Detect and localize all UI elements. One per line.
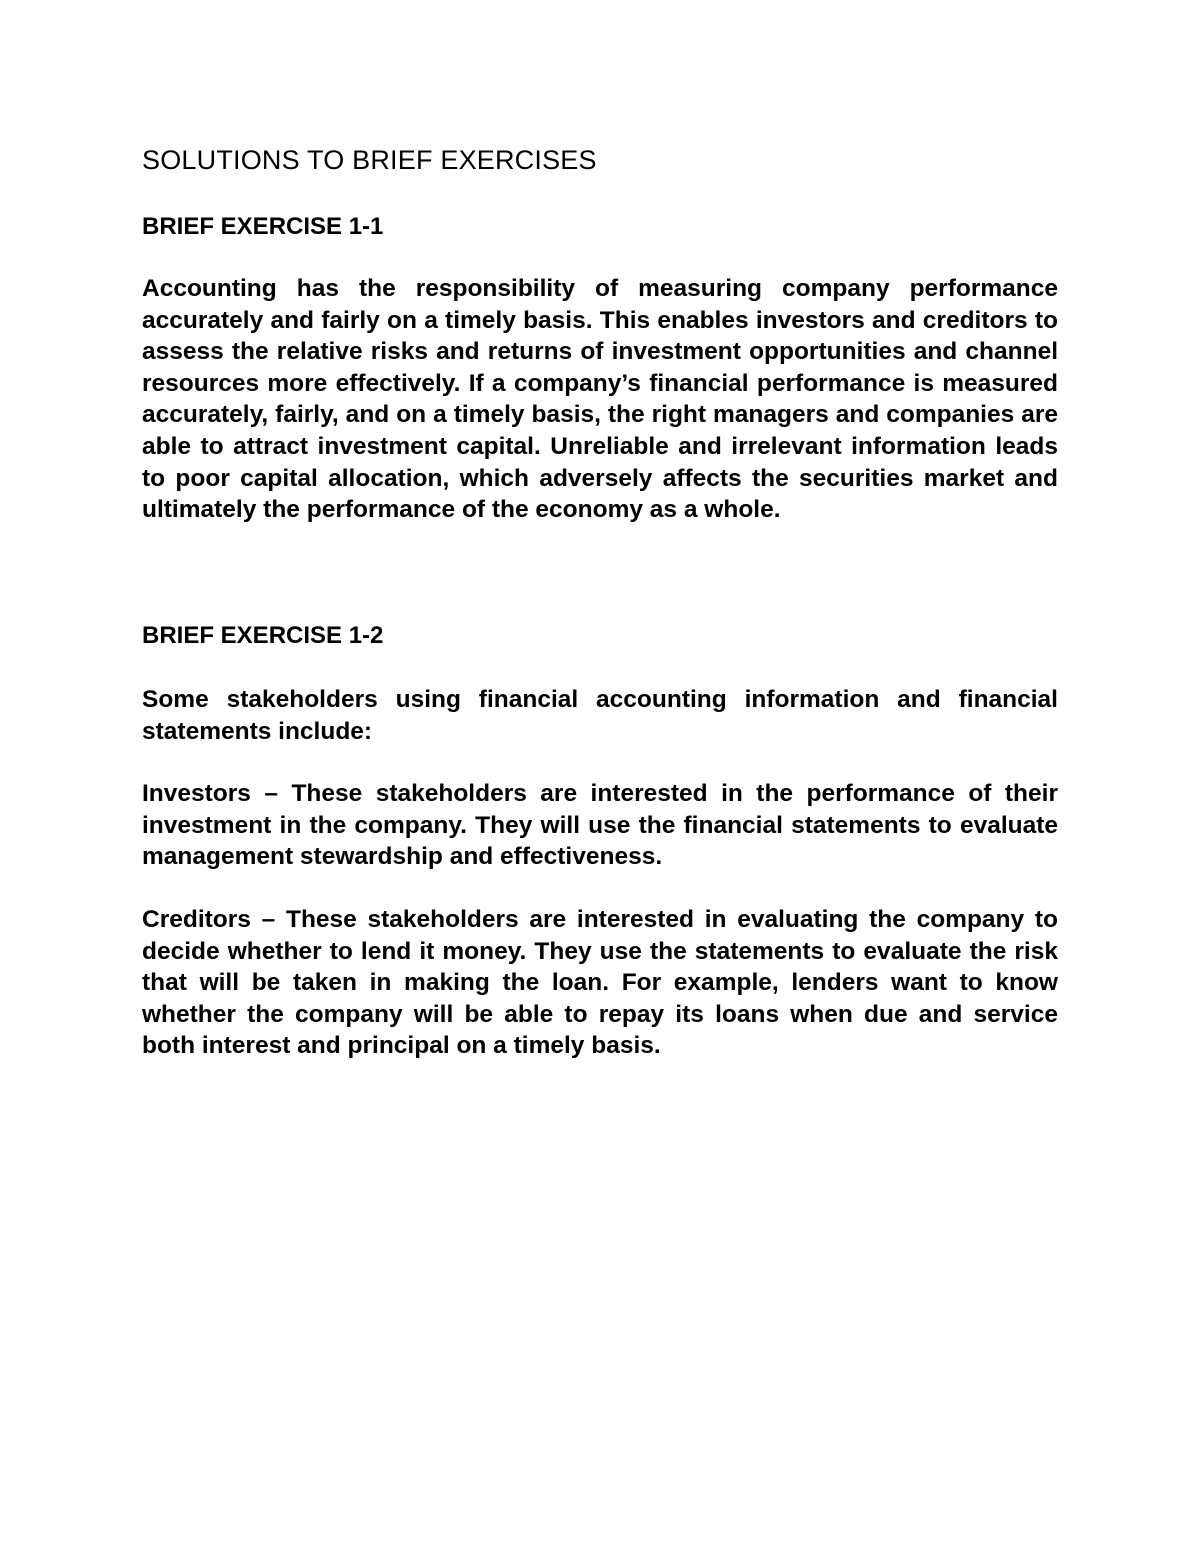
section-1-1-paragraph: Accounting has the responsibility of measuring company performance accurately and fairly on a timely basis. This enables investors and creditors to assess the relative risks and returns of investment opportunities and channel resources more effectively. If a company’s financial performance is measured accurately, fairly, and on a timely basis, the right managers and companies are able to attract investment capital. Unreliable and irrelevant information leads to poor capital allocation, which adversely affects the securities market and ultimately the performance of the economy as a whole. (142, 275, 1058, 524)
section-heading-1-1: BRIEF EXERCISE 1-1 (142, 213, 384, 240)
document-title: SOLUTIONS TO BRIEF EXERCISES (142, 145, 597, 175)
investors-paragraph: Investors – These stakeholders are interested in the performance of their investment in the company. They will use the financial statements to evaluate management stewardship and effectiveness. (142, 780, 1058, 871)
section-1-2-intro-paragraph: Some stakeholders using financial accounting information and financial statements include: (142, 686, 1058, 745)
section-heading-1-2: BRIEF EXERCISE 1-2 (142, 622, 384, 649)
creditors-paragraph: Creditors – These stakeholders are interested in evaluating the company to decide whether to lend it money. They use the statements to evaluate the risk that will be taken in making the loan. For example, lenders want to know whether the company will be able to repay its loans when due and service both interest and principal on a timely basis. (142, 906, 1058, 1060)
